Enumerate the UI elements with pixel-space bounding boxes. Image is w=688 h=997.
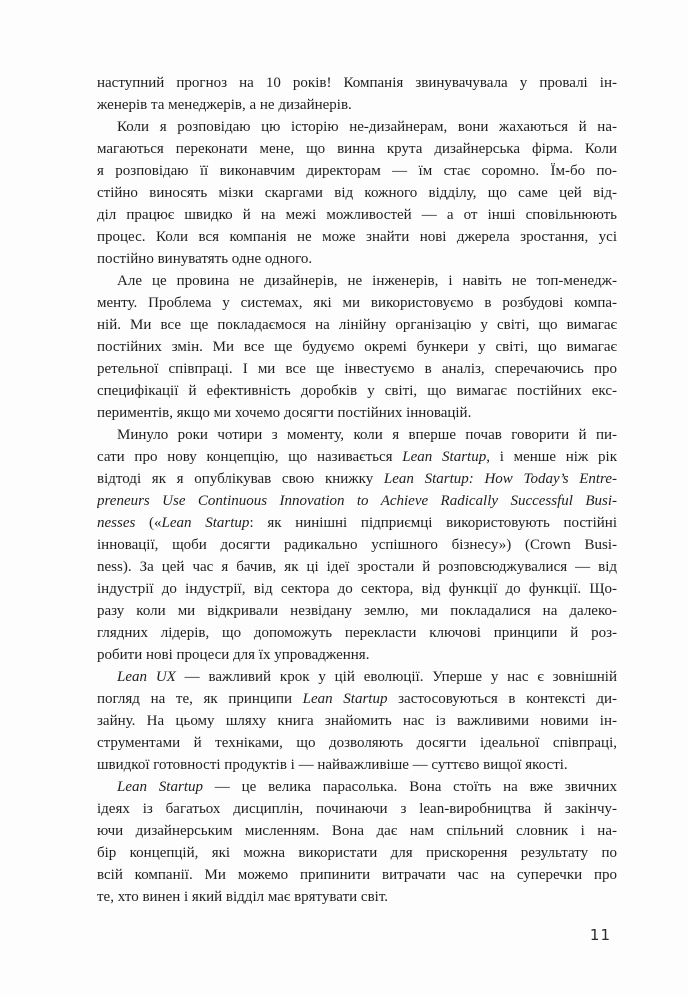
body-text: стійно виносять мізки скаргами від кожного відділу, що саме цей від- <box>97 185 617 201</box>
body-text: — важливий крок у цій еволюції. Уперше у нас є зовнішній <box>175 669 617 685</box>
body-text: Минуло роки чотири з моменту, коли я вперше почав говорити й пи- <box>117 427 617 443</box>
body-text: — це велика парасолька. Вона стоїть на вже звичних <box>202 779 617 795</box>
italic-text: Lean UX <box>117 669 176 685</box>
body-text: глядних лідерів, що допоможуть перекласти ключові принципи й роз- <box>97 625 617 641</box>
italic-text: Lean Startup <box>302 691 388 707</box>
body-text: ness). За цей час я бачив, як ці ідеї зростали й розповсюджувалися — від <box>97 559 617 575</box>
text-line <box>97 160 617 182</box>
paragraph <box>97 116 617 270</box>
text-line <box>97 556 617 578</box>
paragraph <box>97 424 617 666</box>
text-line <box>97 94 617 116</box>
body-text-block <box>97 72 617 908</box>
text-line <box>97 292 617 314</box>
text-line <box>97 666 617 688</box>
body-text: те, хто винен і який відділ має врятувати світ. <box>97 889 388 905</box>
body-text: застосовуються в контексті ди- <box>387 691 617 707</box>
text-line <box>97 842 617 864</box>
text-line <box>97 710 617 732</box>
body-text: (« <box>135 515 162 531</box>
text-line <box>97 72 617 94</box>
body-text: специфікації й ефективність доробків у світі, що вимагає постійних екс- <box>97 383 617 399</box>
body-text: женерів та менеджерів, а не дизайнерів. <box>97 97 352 113</box>
body-text: я розповідаю її виконавчим директорам — їм стає соромно. Їм-бо по- <box>97 163 617 179</box>
body-text: магаються переконати мене, що винна крута дизайнерська фірма. Коли <box>97 141 617 157</box>
text-line <box>97 644 617 666</box>
body-text: бір концепцій, які можна використати для прискорення результату по <box>97 845 617 861</box>
body-text: ретельної співпраці. І ми все ще інвестуємо в аналіз, сперечаючись про <box>97 361 617 377</box>
page-number: 11 <box>589 926 611 944</box>
body-text: процес. Коли вся компанія не може знайти нові джерела зростання, усі <box>97 229 617 245</box>
body-text: разу коли ми відкривали незвідану землю, ми покладалися на далеко- <box>97 603 617 619</box>
body-text: робити нові процеси для їх упровадження. <box>97 647 370 663</box>
text-line <box>97 864 617 886</box>
body-text: індустрії до індустрії, від сектора до сектора, від функції до функції. Що- <box>97 581 617 597</box>
paragraph <box>97 270 617 424</box>
text-line <box>97 270 617 292</box>
body-text: периментів, якщо ми хочемо досягти постійних інновацій. <box>97 405 472 421</box>
body-text: Але це провина не дизайнерів, не інженерів, і навіть не топ-менедж- <box>117 273 617 289</box>
body-text: відтоді як я опублікував свою книжку <box>97 471 384 487</box>
body-text: ній. Ми все ще покладаємося на лінійну організацію у світі, що вимагає <box>97 317 617 333</box>
text-line <box>97 468 617 490</box>
text-line <box>97 358 617 380</box>
body-text: сати про нову концепцію, що називається <box>97 449 403 465</box>
text-line <box>97 820 617 842</box>
body-text: всій компанії. Ми можемо припинити витрачати час на суперечки про <box>97 867 617 883</box>
text-line <box>97 446 617 468</box>
body-text: ючи дизайнерським мисленням. Вона дає нам спільний словник і на- <box>97 823 617 839</box>
text-line <box>97 336 617 358</box>
body-text: , і менше ніж рік <box>486 449 617 465</box>
text-line <box>97 776 617 798</box>
paragraph <box>97 666 617 776</box>
italic-text: Lean Startup <box>117 779 203 795</box>
text-line <box>97 424 617 446</box>
italic-text: Lean Startup <box>402 449 487 465</box>
body-text: діл працює швидко й на межі можливостей — а от інші сповільнюють <box>97 207 617 223</box>
text-line <box>97 754 617 776</box>
body-text: швидкої готовності продуктів і — найважливіше — суттєво вищої якості. <box>97 757 568 773</box>
text-line <box>97 204 617 226</box>
text-line <box>97 886 617 908</box>
text-line <box>97 578 617 600</box>
text-line <box>97 512 617 534</box>
italic-text: preneurs Use Continuous Innovation to Achieve Radically Successful Busi- <box>97 493 617 509</box>
body-text: ідеях із багатьох дисциплін, починаючи з lean-виробництва й закінчу- <box>97 801 617 817</box>
text-line <box>97 600 617 622</box>
body-text: менту. Проблема у системах, які ми використовуємо в розбудові компа- <box>97 295 617 311</box>
text-line <box>97 798 617 820</box>
italic-text: nesses <box>97 515 136 531</box>
text-line <box>97 248 617 270</box>
text-line <box>97 732 617 754</box>
text-line <box>97 688 617 710</box>
text-line <box>97 182 617 204</box>
body-text: зайну. На цьому шляху книга знайомить нас із важливими новими ін- <box>97 713 617 729</box>
body-text: струментами й техніками, що дозволяють досягти ідеальної співпраці, <box>97 735 617 751</box>
body-text: погляд на те, як принципи <box>97 691 303 707</box>
body-text: наступний прогноз на 10 років! Компанія звинувачувала у провалі ін- <box>97 75 617 91</box>
body-text: : як нинішні підприємці використовують постійні <box>249 515 617 531</box>
body-text: інновації, щоби досягти радикально успішного бізнесу») (Crown Busi- <box>97 537 617 553</box>
text-line <box>97 490 617 512</box>
text-line <box>97 226 617 248</box>
body-text: постійних змін. Ми все ще будуємо окремі бункери у світі, що вимагає <box>97 339 617 355</box>
italic-text: Lean Startup: How Today’s Entre- <box>383 471 617 487</box>
body-text: Коли я розповідаю цю історію не-дизайнерам, вони жахаються й на- <box>117 119 617 135</box>
italic-text: Lean Startup <box>161 515 250 531</box>
text-line <box>97 314 617 336</box>
text-line <box>97 622 617 644</box>
text-line <box>97 380 617 402</box>
text-line <box>97 402 617 424</box>
text-line <box>97 116 617 138</box>
body-text: постійно винуватять одне одного. <box>97 251 313 267</box>
paragraph <box>97 72 617 116</box>
text-line <box>97 534 617 556</box>
paragraph <box>97 776 617 908</box>
text-line <box>97 138 617 160</box>
